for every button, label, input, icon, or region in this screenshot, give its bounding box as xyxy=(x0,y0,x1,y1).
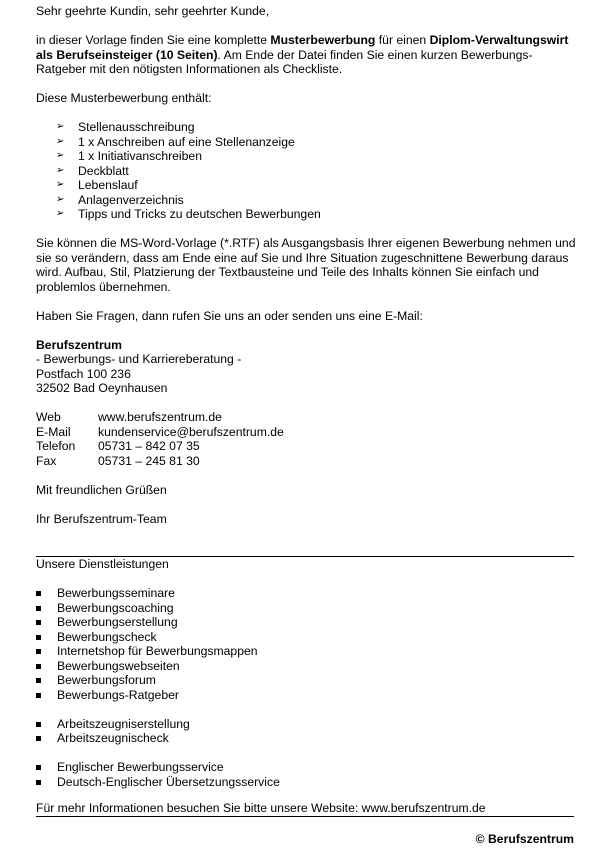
contact-block xyxy=(36,410,576,468)
services-list xyxy=(36,586,576,789)
list-item: ➢ Deckblatt xyxy=(56,163,129,178)
contact-row-web xyxy=(36,410,576,425)
contact-label: Web xyxy=(36,410,61,424)
arrow-bullet-icon: ➢ xyxy=(56,164,65,176)
usage-paragraph: Sie können die MS-Word-Vorlage (*.RTF) als Ausgangsbasis Ihrer eigenen Bewerbung nehmen und sie so verändern, dass am Ende eine auf Sie und Ihre Situation zugeschnittene Bewerbung daraus wird. Aufbau, Stil, Platzierung der Textbausteine und Teile des Inhalts können Sie einfach und problemlos übernehmen. xyxy=(36,236,576,294)
list-item: Bewerbungswebseiten xyxy=(36,659,576,674)
contact-row-phone xyxy=(36,439,576,454)
greeting: Sehr geehrte Kundin, sehr geehrter Kunde, xyxy=(36,4,270,18)
address-line: Postfach 100 236 xyxy=(36,366,131,381)
list-item: Bewerbungs-Ratgeber xyxy=(36,688,576,703)
contact-label: E-Mail xyxy=(36,424,71,439)
contains-heading: Diese Musterbewerbung enthält: xyxy=(36,91,212,105)
list-item: ➢ Lebenslauf xyxy=(56,178,138,192)
list-item: Englischer Bewerbungsservice xyxy=(36,760,576,775)
fax-number: 05731 – 245 81 30 xyxy=(98,453,200,468)
square-bullet-icon xyxy=(36,722,41,727)
square-bullet-icon xyxy=(36,678,41,683)
square-bullet-icon xyxy=(36,736,41,741)
more-info-text: Für mehr Informationen besuchen Sie bitte unsere Website: www.berufszentrum.de xyxy=(36,801,486,815)
list-item: Deutsch-Englischer Übersetzungsservice xyxy=(36,775,576,790)
list-item: Arbeitszeugniserstellung xyxy=(36,717,576,732)
intro-text-2: für einen xyxy=(375,33,430,47)
square-bullet-icon xyxy=(36,606,41,611)
contents-list xyxy=(36,120,576,222)
square-bullet-icon xyxy=(36,765,41,770)
square-bullet-icon xyxy=(36,635,41,640)
intro-bold-2: Diplom-Verwaltungswirt als Berufseinsteiger (10 Seiten) xyxy=(36,33,569,62)
intro-paragraph xyxy=(36,33,576,77)
list-item: Bewerbungscoaching xyxy=(36,601,576,616)
services-title: Unsere Dienstleistungen xyxy=(36,557,169,571)
closing: Mit freundlichen Grüßen xyxy=(36,482,167,497)
square-bullet-icon xyxy=(36,649,41,654)
company-name: Berufszentrum xyxy=(36,337,123,352)
list-item: Bewerbungscheck xyxy=(36,630,576,645)
questions-paragraph: Haben Sie Fragen, dann rufen Sie uns an oder senden uns eine E-Mail: xyxy=(36,308,423,323)
list-item: Internetshop für Bewerbungsmappen xyxy=(36,644,576,659)
arrow-bullet-icon: ➢ xyxy=(56,121,65,132)
square-bullet-icon xyxy=(36,591,41,596)
square-bullet-icon xyxy=(36,664,41,669)
list-item: Bewerbungsforum xyxy=(36,673,576,688)
list-item: ➢ 1 x Anschreiben auf eine Stellenanzeige xyxy=(56,134,295,149)
arrow-bullet-icon: ➢ xyxy=(56,193,65,205)
square-bullet-icon xyxy=(36,620,41,625)
intro-text-3: . Am Ende der Datei finden Sie einen kurzen Bewerbungs-Ratgeber mit den nötigsten Informationen als Checkliste. xyxy=(36,47,533,76)
contact-label: Telefon xyxy=(36,439,76,453)
arrow-bullet-icon: ➢ xyxy=(56,208,65,219)
list-item: Bewerbungsseminare xyxy=(36,586,576,601)
address-block xyxy=(36,338,576,396)
email-link[interactable]: kundenservice@berufszentrum.de xyxy=(98,424,284,439)
arrow-bullet-icon: ➢ xyxy=(56,150,65,161)
square-bullet-icon xyxy=(36,693,41,698)
intro-bold-1: Musterbewerbung xyxy=(270,33,376,47)
services-group xyxy=(36,586,576,702)
list-item: ➢ Anlagenverzeichnis xyxy=(56,192,184,207)
web-link[interactable]: www.berufszentrum.de xyxy=(98,410,222,424)
square-bullet-icon xyxy=(36,780,41,785)
contact-row-email xyxy=(36,425,576,440)
contact-label: Fax xyxy=(36,453,57,468)
copyright: © Berufszentrum xyxy=(475,832,574,846)
intro-text-1: in dieser Vorlage finden Sie eine komplette xyxy=(36,33,271,47)
list-item: Arbeitszeugnischeck xyxy=(36,731,576,746)
arrow-bullet-icon: ➢ xyxy=(56,179,65,190)
services-group xyxy=(36,760,576,789)
arrow-bullet-icon: ➢ xyxy=(56,135,65,147)
footer xyxy=(36,801,576,817)
contact-row-fax xyxy=(36,454,576,469)
list-item: ➢ Tipps und Tricks zu deutschen Bewerbungen xyxy=(56,207,321,221)
address-line: 32502 Bad Oeynhausen xyxy=(36,381,168,395)
list-item: Bewerbungserstellung xyxy=(36,615,576,630)
services-section-header xyxy=(36,556,576,572)
company-tagline: - Bewerbungs- und Karriereberatung - xyxy=(36,352,242,366)
services-group xyxy=(36,717,576,746)
phone-number: 05731 – 842 07 35 xyxy=(98,439,200,453)
list-item: ➢ 1 x Initiativanschreiben xyxy=(56,149,202,163)
signature: Ihr Berufszentrum-Team xyxy=(36,511,167,526)
letter-body xyxy=(36,4,576,526)
divider xyxy=(36,816,574,817)
list-item: ➢ Stellenausschreibung xyxy=(56,120,195,134)
